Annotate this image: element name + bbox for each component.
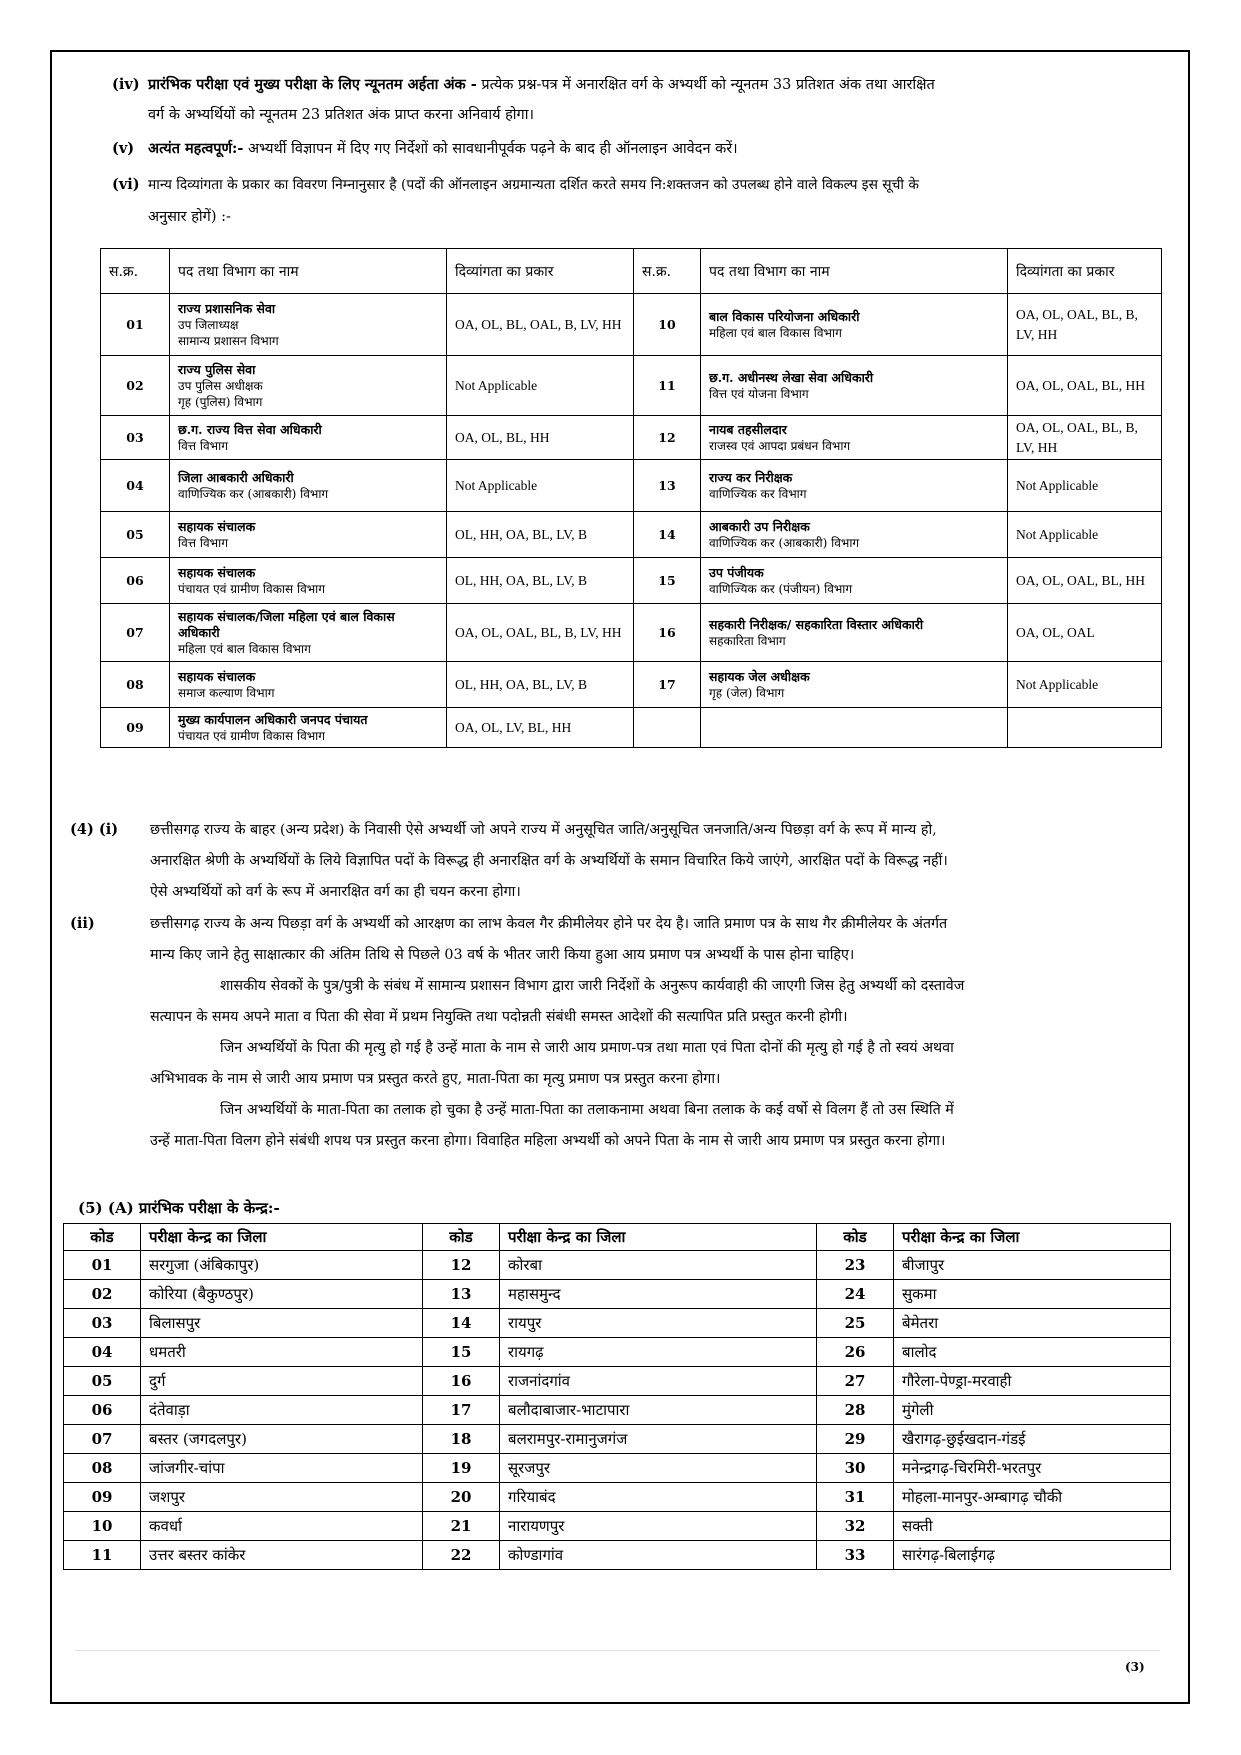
center-code: 25 bbox=[817, 1309, 894, 1338]
row-sn-left: 09 bbox=[101, 708, 170, 748]
center-code: 14 bbox=[423, 1309, 500, 1338]
page-number: (3) bbox=[1125, 1660, 1145, 1674]
row-types-left: OA, OL, BL, OAL, B, LV, HH bbox=[447, 294, 634, 356]
section-v-heading: अत्यंत महत्वपूर्ण:- bbox=[148, 140, 244, 157]
center-code: 16 bbox=[423, 1367, 500, 1396]
center-code: 21 bbox=[423, 1512, 500, 1541]
post-name: उप पंजीयक bbox=[709, 564, 764, 580]
center-code: 29 bbox=[817, 1425, 894, 1454]
center-district: बलौदाबाजार-भाटापारा bbox=[500, 1396, 817, 1425]
row-post-right bbox=[701, 294, 1008, 356]
paragraph-line: अनारक्षित श्रेणी के अभ्यर्थियों के लिये विज्ञापित पदों के विरूद्ध ही अनारक्षित वर्ग के अभ्यर्थियों के समान विचारित किये जाएंगे, आरक्षित पदों के विरूद्ध नहीं। bbox=[150, 853, 948, 869]
row-post-left bbox=[170, 604, 447, 662]
disability-row bbox=[101, 604, 1162, 662]
row-types-right: OA, OL, OAL, BL, B, LV, HH bbox=[1008, 416, 1162, 460]
row-types-right: OA, OL, OAL, BL, HH bbox=[1008, 356, 1162, 416]
post-name: राज्य पुलिस सेवा bbox=[178, 361, 256, 377]
department-name: वाणिज्यिक कर (पंजीयन) विभाग bbox=[709, 581, 853, 596]
paragraph-line: जिन अभ्यर्थियों के माता-पिता का तलाक हो चुका है उन्हें माता-पिता का तलाकनामा अथवा बिना तलाक के कई वर्षो से विलग हैं तो उस स्थिति में bbox=[220, 1102, 954, 1118]
header-types-right: दिव्यांगता का प्रकार bbox=[1008, 249, 1162, 294]
disability-row bbox=[101, 512, 1162, 558]
center-district: गरियाबंद bbox=[500, 1483, 817, 1512]
row-types-left: OL, HH, OA, BL, LV, B bbox=[447, 512, 634, 558]
center-district: कोरिया (बैकुण्ठपुर) bbox=[141, 1280, 423, 1309]
row-types-right: Not Applicable bbox=[1008, 662, 1162, 708]
post-name: राज्य प्रशासनिक सेवा bbox=[178, 300, 276, 316]
center-code: 08 bbox=[64, 1454, 141, 1483]
center-district: कोरबा bbox=[500, 1251, 817, 1280]
center-district: बिलासपुर bbox=[141, 1309, 423, 1338]
header-post-left: पद तथा विभाग का नाम bbox=[170, 249, 447, 294]
center-code: 11 bbox=[64, 1541, 141, 1570]
row-sn-right bbox=[634, 708, 701, 748]
disability-row bbox=[101, 460, 1162, 512]
row-sn-right: 12 bbox=[634, 416, 701, 460]
center-code: 23 bbox=[817, 1251, 894, 1280]
row-post-right bbox=[701, 604, 1008, 662]
center-district: रायगढ़ bbox=[500, 1338, 817, 1367]
section-v-text: अभ्यर्थी विज्ञापन में दिए गए निर्देशों को सावधानीपूर्वक पढ़ने के बाद ही ऑनलाइन आवेदन करें। bbox=[247, 141, 738, 157]
center-code: 32 bbox=[817, 1512, 894, 1541]
center-code: 33 bbox=[817, 1541, 894, 1570]
center-code: 10 bbox=[64, 1512, 141, 1541]
center-district: बलरामपुर-रामानुजगंज bbox=[500, 1425, 817, 1454]
row-sn-right: 15 bbox=[634, 558, 701, 604]
section-4-ii-number: (ii) bbox=[70, 915, 95, 932]
row-sn-left: 05 bbox=[101, 512, 170, 558]
center-row bbox=[64, 1541, 1171, 1570]
row-post-left bbox=[170, 416, 447, 460]
post-subtitle: समाज कल्याण विभाग bbox=[178, 685, 275, 700]
row-sn-left: 07 bbox=[101, 604, 170, 662]
center-district: उत्तर बस्तर कांकेर bbox=[141, 1541, 423, 1570]
center-district: खैरागढ़-छुईखदान-गंडई bbox=[894, 1425, 1171, 1454]
row-post-right bbox=[701, 558, 1008, 604]
header-district-1: परीक्षा केन्द्र का जिला bbox=[141, 1224, 423, 1251]
row-sn-left: 02 bbox=[101, 356, 170, 416]
row-sn-left: 08 bbox=[101, 662, 170, 708]
footer-divider bbox=[75, 1650, 1160, 1651]
post-subtitle: वित्त विभाग bbox=[178, 535, 228, 550]
department-name: महिला एवं बाल विकास विभाग bbox=[709, 325, 842, 340]
section-v-number: (v) bbox=[112, 140, 135, 157]
post-name: छ.ग. राज्य वित्त सेवा अधिकारी bbox=[178, 421, 322, 437]
post-name: नायब तहसीलदार bbox=[709, 421, 787, 437]
section-iv-line2: वर्ग के अभ्यर्थियों को न्यूनतम 23 प्रतिशत अंक प्राप्त करना अनिवार्य होगा। bbox=[148, 107, 534, 123]
disability-table bbox=[100, 248, 1162, 748]
center-district: सूरजपुर bbox=[500, 1454, 817, 1483]
center-district: कोण्डागांव bbox=[500, 1541, 817, 1570]
row-post-left bbox=[170, 460, 447, 512]
department-name: वित्त एवं योजना विभाग bbox=[709, 386, 809, 401]
center-row bbox=[64, 1454, 1171, 1483]
post-subtitle: वाणिज्यिक कर (आबकारी) विभाग bbox=[178, 486, 329, 501]
disability-row bbox=[101, 294, 1162, 356]
row-types-right: Not Applicable bbox=[1008, 512, 1162, 558]
paragraph-line: छत्तीसगढ़ राज्य के अन्य पिछड़ा वर्ग के अभ्यर्थी को आरक्षण का लाभ केवल गैर क्रीमीलेयर होने पर देय है। जाति प्रमाण पत्र के साथ गैर क्रीमीलेयर के अंतर्गत bbox=[150, 916, 948, 932]
post-name: मुख्य कार्यपालन अधिकारी जनपद पंचायत bbox=[178, 711, 368, 727]
center-district: धमतरी bbox=[141, 1338, 423, 1367]
center-district: बेमेतरा bbox=[894, 1309, 1171, 1338]
row-types-left: Not Applicable bbox=[447, 460, 634, 512]
post-name: जिला आबकारी अधिकारी bbox=[178, 469, 294, 485]
disability-row bbox=[101, 416, 1162, 460]
center-code: 18 bbox=[423, 1425, 500, 1454]
post-name: सहायक संचालक/जिला महिला एवं बाल विकास अधिकारी bbox=[178, 608, 395, 640]
department-name: वाणिज्यिक कर (आबकारी) विभाग bbox=[709, 535, 860, 550]
center-district: सुकमा bbox=[894, 1280, 1171, 1309]
center-code: 28 bbox=[817, 1396, 894, 1425]
post-name: बाल विकास परियोजना अधिकारी bbox=[709, 308, 860, 324]
header-sn-right: स.क्र. bbox=[634, 249, 701, 294]
header-code-1: कोड bbox=[64, 1224, 141, 1251]
post-subtitle: वित्त विभाग bbox=[178, 438, 228, 453]
post-name: सहायक जेल अधीक्षक bbox=[709, 668, 810, 684]
row-sn-left: 01 bbox=[101, 294, 170, 356]
disability-row bbox=[101, 708, 1162, 748]
center-code: 12 bbox=[423, 1251, 500, 1280]
disability-row bbox=[101, 558, 1162, 604]
center-district: बस्तर (जगदलपुर) bbox=[141, 1425, 423, 1454]
center-code: 15 bbox=[423, 1338, 500, 1367]
exam-centers-table bbox=[63, 1223, 1171, 1570]
center-district: महासमुन्द bbox=[500, 1280, 817, 1309]
row-sn-right: 16 bbox=[634, 604, 701, 662]
center-row bbox=[64, 1251, 1171, 1280]
center-row bbox=[64, 1425, 1171, 1454]
paragraph-line: जिन अभ्यर्थियों के पिता की मृत्यु हो गई है उन्हें माता के नाम से जारी आय प्रमाण-पत्र तथा माता एवं पिता दोनों की मृत्यु हो गई है तो स्वयं अथवा bbox=[220, 1040, 954, 1056]
center-code: 26 bbox=[817, 1338, 894, 1367]
center-district: सरगुजा (अंबिकापुर) bbox=[141, 1251, 423, 1280]
centers-table-header bbox=[64, 1224, 1171, 1251]
center-code: 13 bbox=[423, 1280, 500, 1309]
center-district: जशपुर bbox=[141, 1483, 423, 1512]
row-post-right bbox=[701, 512, 1008, 558]
row-sn-left: 03 bbox=[101, 416, 170, 460]
row-types-right: OA, OL, OAL, BL, HH bbox=[1008, 558, 1162, 604]
center-district: गौरेला-पेण्ड्रा-मरवाही bbox=[894, 1367, 1171, 1396]
paragraph-line: छत्तीसगढ़ राज्य के बाहर (अन्य प्रदेश) के निवासी ऐसे अभ्यर्थी जो अपने राज्य में अनुसूचित जाति/अनुसूचित जनजाति/अन्य पिछड़ा वर्ग के रूप में मान्य हो, bbox=[150, 822, 937, 838]
center-row bbox=[64, 1483, 1171, 1512]
center-code: 09 bbox=[64, 1483, 141, 1512]
center-code: 31 bbox=[817, 1483, 894, 1512]
row-post-left bbox=[170, 662, 447, 708]
post-name: आबकारी उप निरीक्षक bbox=[709, 518, 810, 534]
center-district: सक्ती bbox=[894, 1512, 1171, 1541]
row-types-right bbox=[1008, 708, 1162, 748]
row-sn-right: 13 bbox=[634, 460, 701, 512]
row-post-left bbox=[170, 558, 447, 604]
department-name: वाणिज्यिक कर विभाग bbox=[709, 486, 807, 501]
header-post-right: पद तथा विभाग का नाम bbox=[701, 249, 1008, 294]
paragraph-line: मान्य किए जाने हेतु साक्षात्कार की अंतिम तिथि से पिछले 03 वर्ष के भीतर जारी किया हुआ आय प्रमाण पत्र अभ्यर्थी के पास होना चाहिए। bbox=[150, 947, 855, 963]
section-iv-heading: प्रारंभिक परीक्षा एवं मुख्य परीक्षा के लिए न्यूनतम अर्हता अंक - bbox=[148, 76, 477, 93]
post-subtitle: पंचायत एवं ग्रामीण विकास विभाग bbox=[178, 581, 326, 596]
center-district: नारायणपुर bbox=[500, 1512, 817, 1541]
row-post-right bbox=[701, 356, 1008, 416]
center-code: 06 bbox=[64, 1396, 141, 1425]
center-district: रायपुर bbox=[500, 1309, 817, 1338]
paragraph-line: उन्हें माता-पिता विलग होने संबंधी शपथ पत्र प्रस्तुत करना होगा। विवाहित महिला अभ्यर्थी को अपने पिता के नाम से जारी आय प्रमाण पत्र प्रस्तुत करना होगा। bbox=[150, 1133, 946, 1149]
row-sn-right: 11 bbox=[634, 356, 701, 416]
center-district: राजनांदगांव bbox=[500, 1367, 817, 1396]
center-district: मनेन्द्रगढ़-चिरमिरी-भरतपुर bbox=[894, 1454, 1171, 1483]
department-name: गृह (पुलिस) विभाग bbox=[178, 394, 263, 409]
section-5-heading: (5) (A) प्रारंभिक परीक्षा के केन्द्र:- bbox=[78, 1199, 280, 1217]
center-row bbox=[64, 1338, 1171, 1367]
header-types-left: दिव्यांगता का प्रकार bbox=[447, 249, 634, 294]
row-types-left: Not Applicable bbox=[447, 356, 634, 416]
center-row bbox=[64, 1367, 1171, 1396]
row-post-right bbox=[701, 662, 1008, 708]
center-code: 07 bbox=[64, 1425, 141, 1454]
section-iv-number: (iv) bbox=[112, 76, 140, 93]
section-4-i-number: (4) (i) bbox=[70, 821, 119, 838]
post-name: सहायक संचालक bbox=[178, 518, 256, 534]
row-post-right bbox=[701, 416, 1008, 460]
paragraph-line: अभिभावक के नाम से जारी आय प्रमाण पत्र प्रस्तुत करते हुए, माता-पिता का मृत्यु प्रमाण पत्र प्रस्तुत करना होगा। bbox=[150, 1071, 721, 1087]
department-name: गृह (जेल) विभाग bbox=[709, 685, 785, 700]
section-iv-line1: प्रत्येक प्रश्न-पत्र में अनारक्षित वर्ग के अभ्यर्थी को न्यूनतम 33 प्रतिशत अंक तथा आरक्षित bbox=[481, 77, 935, 93]
row-sn-right: 10 bbox=[634, 294, 701, 356]
post-name: छ.ग. अधीनस्थ लेखा सेवा अधिकारी bbox=[709, 369, 874, 385]
center-code: 03 bbox=[64, 1309, 141, 1338]
center-code: 02 bbox=[64, 1280, 141, 1309]
header-district-3: परीक्षा केन्द्र का जिला bbox=[894, 1224, 1171, 1251]
center-district: सारंगढ़-बिलाईगढ़ bbox=[894, 1541, 1171, 1570]
row-post-left bbox=[170, 512, 447, 558]
disability-row bbox=[101, 662, 1162, 708]
center-district: मुंगेली bbox=[894, 1396, 1171, 1425]
disability-table-header bbox=[101, 249, 1162, 294]
center-code: 19 bbox=[423, 1454, 500, 1483]
post-name: सहायक संचालक bbox=[178, 564, 256, 580]
center-code: 24 bbox=[817, 1280, 894, 1309]
paragraph-line: सत्यापन के समय अपने माता व पिता की सेवा में प्रथम नियुक्ति तथा पदोन्नती संबंधी समस्त आदेशों की सत्यापित प्रति प्रस्तुत करनी होगी। bbox=[150, 1009, 848, 1025]
center-code: 05 bbox=[64, 1367, 141, 1396]
paragraph-line: ऐसे अभ्यर्थियों को वर्ग के रूप में अनारक्षित वर्ग का ही चयन करना होगा। bbox=[150, 884, 521, 900]
row-types-left: OA, OL, LV, BL, HH bbox=[447, 708, 634, 748]
header-code-3: कोड bbox=[817, 1224, 894, 1251]
post-subtitle: उप पुलिस अधीक्षक bbox=[178, 378, 263, 393]
row-post-left bbox=[170, 708, 447, 748]
row-post-right bbox=[701, 460, 1008, 512]
row-types-left: OL, HH, OA, BL, LV, B bbox=[447, 662, 634, 708]
header-code-2: कोड bbox=[423, 1224, 500, 1251]
row-sn-right: 17 bbox=[634, 662, 701, 708]
center-code: 22 bbox=[423, 1541, 500, 1570]
center-district: कवर्धा bbox=[141, 1512, 423, 1541]
post-subtitle: महिला एवं बाल विकास विभाग bbox=[178, 641, 311, 656]
row-types-right: Not Applicable bbox=[1008, 460, 1162, 512]
center-district: मोहला-मानपुर-अम्बागढ़ चौकी bbox=[894, 1483, 1171, 1512]
department-name: राजस्व एवं आपदा प्रबंधन विभाग bbox=[709, 438, 851, 453]
post-name: सहकारी निरीक्षक/ सहकारिता विस्तार अधिकारी bbox=[709, 616, 924, 632]
center-row bbox=[64, 1280, 1171, 1309]
post-subtitle: उप जिलाध्यक्ष bbox=[178, 317, 239, 332]
center-row bbox=[64, 1309, 1171, 1338]
row-types-left: OA, OL, OAL, BL, B, LV, HH bbox=[447, 604, 634, 662]
section-vi-line2: अनुसार होगें) :- bbox=[148, 209, 231, 225]
center-district: जांजगीर-चांपा bbox=[141, 1454, 423, 1483]
post-name: राज्य कर निरीक्षक bbox=[709, 469, 793, 485]
center-district: दुर्ग bbox=[141, 1367, 423, 1396]
row-types-left: OL, HH, OA, BL, LV, B bbox=[447, 558, 634, 604]
row-types-right: OA, OL, OAL, BL, B, LV, HH bbox=[1008, 294, 1162, 356]
row-sn-right: 14 bbox=[634, 512, 701, 558]
center-district: बालोद bbox=[894, 1338, 1171, 1367]
post-subtitle: पंचायत एवं ग्रामीण विकास विभाग bbox=[178, 728, 326, 743]
center-code: 20 bbox=[423, 1483, 500, 1512]
center-code: 30 bbox=[817, 1454, 894, 1483]
department-name: सामान्य प्रशासन विभाग bbox=[178, 333, 279, 348]
center-row bbox=[64, 1396, 1171, 1425]
row-types-left: OA, OL, BL, HH bbox=[447, 416, 634, 460]
section-vi-line1: मान्य दिव्यांगता के प्रकार का विवरण निम्नानुसार है (पदों की ऑनलाइन अग्रमान्यता दर्शित करते समय नि:शक्तजन को उपलब्ध होने वाले विकल्प इस सूची के bbox=[148, 177, 919, 193]
disability-row bbox=[101, 356, 1162, 416]
header-sn-left: स.क्र. bbox=[101, 249, 170, 294]
row-types-right: OA, OL, OAL bbox=[1008, 604, 1162, 662]
center-district: बीजापुर bbox=[894, 1251, 1171, 1280]
department-name: सहकारिता विभाग bbox=[709, 633, 786, 648]
post-name: सहायक संचालक bbox=[178, 668, 256, 684]
row-post-left bbox=[170, 356, 447, 416]
center-code: 01 bbox=[64, 1251, 141, 1280]
header-district-2: परीक्षा केन्द्र का जिला bbox=[500, 1224, 817, 1251]
center-row bbox=[64, 1512, 1171, 1541]
row-sn-left: 06 bbox=[101, 558, 170, 604]
center-code: 27 bbox=[817, 1367, 894, 1396]
row-post-left bbox=[170, 294, 447, 356]
paragraph-line: शासकीय सेवकों के पुत्र/पुत्री के संबंध में सामान्य प्रशासन विभाग द्वारा जारी निर्देशों के अनुरूप कार्यवाही की जाएगी जिस हेतु अभ्यर्थी को दस्तावेज bbox=[220, 978, 965, 994]
section-vi-number: (vi) bbox=[112, 176, 140, 193]
row-post-right bbox=[701, 708, 1008, 748]
center-code: 04 bbox=[64, 1338, 141, 1367]
center-district: दंतेवाड़ा bbox=[141, 1396, 423, 1425]
center-code: 17 bbox=[423, 1396, 500, 1425]
row-sn-left: 04 bbox=[101, 460, 170, 512]
